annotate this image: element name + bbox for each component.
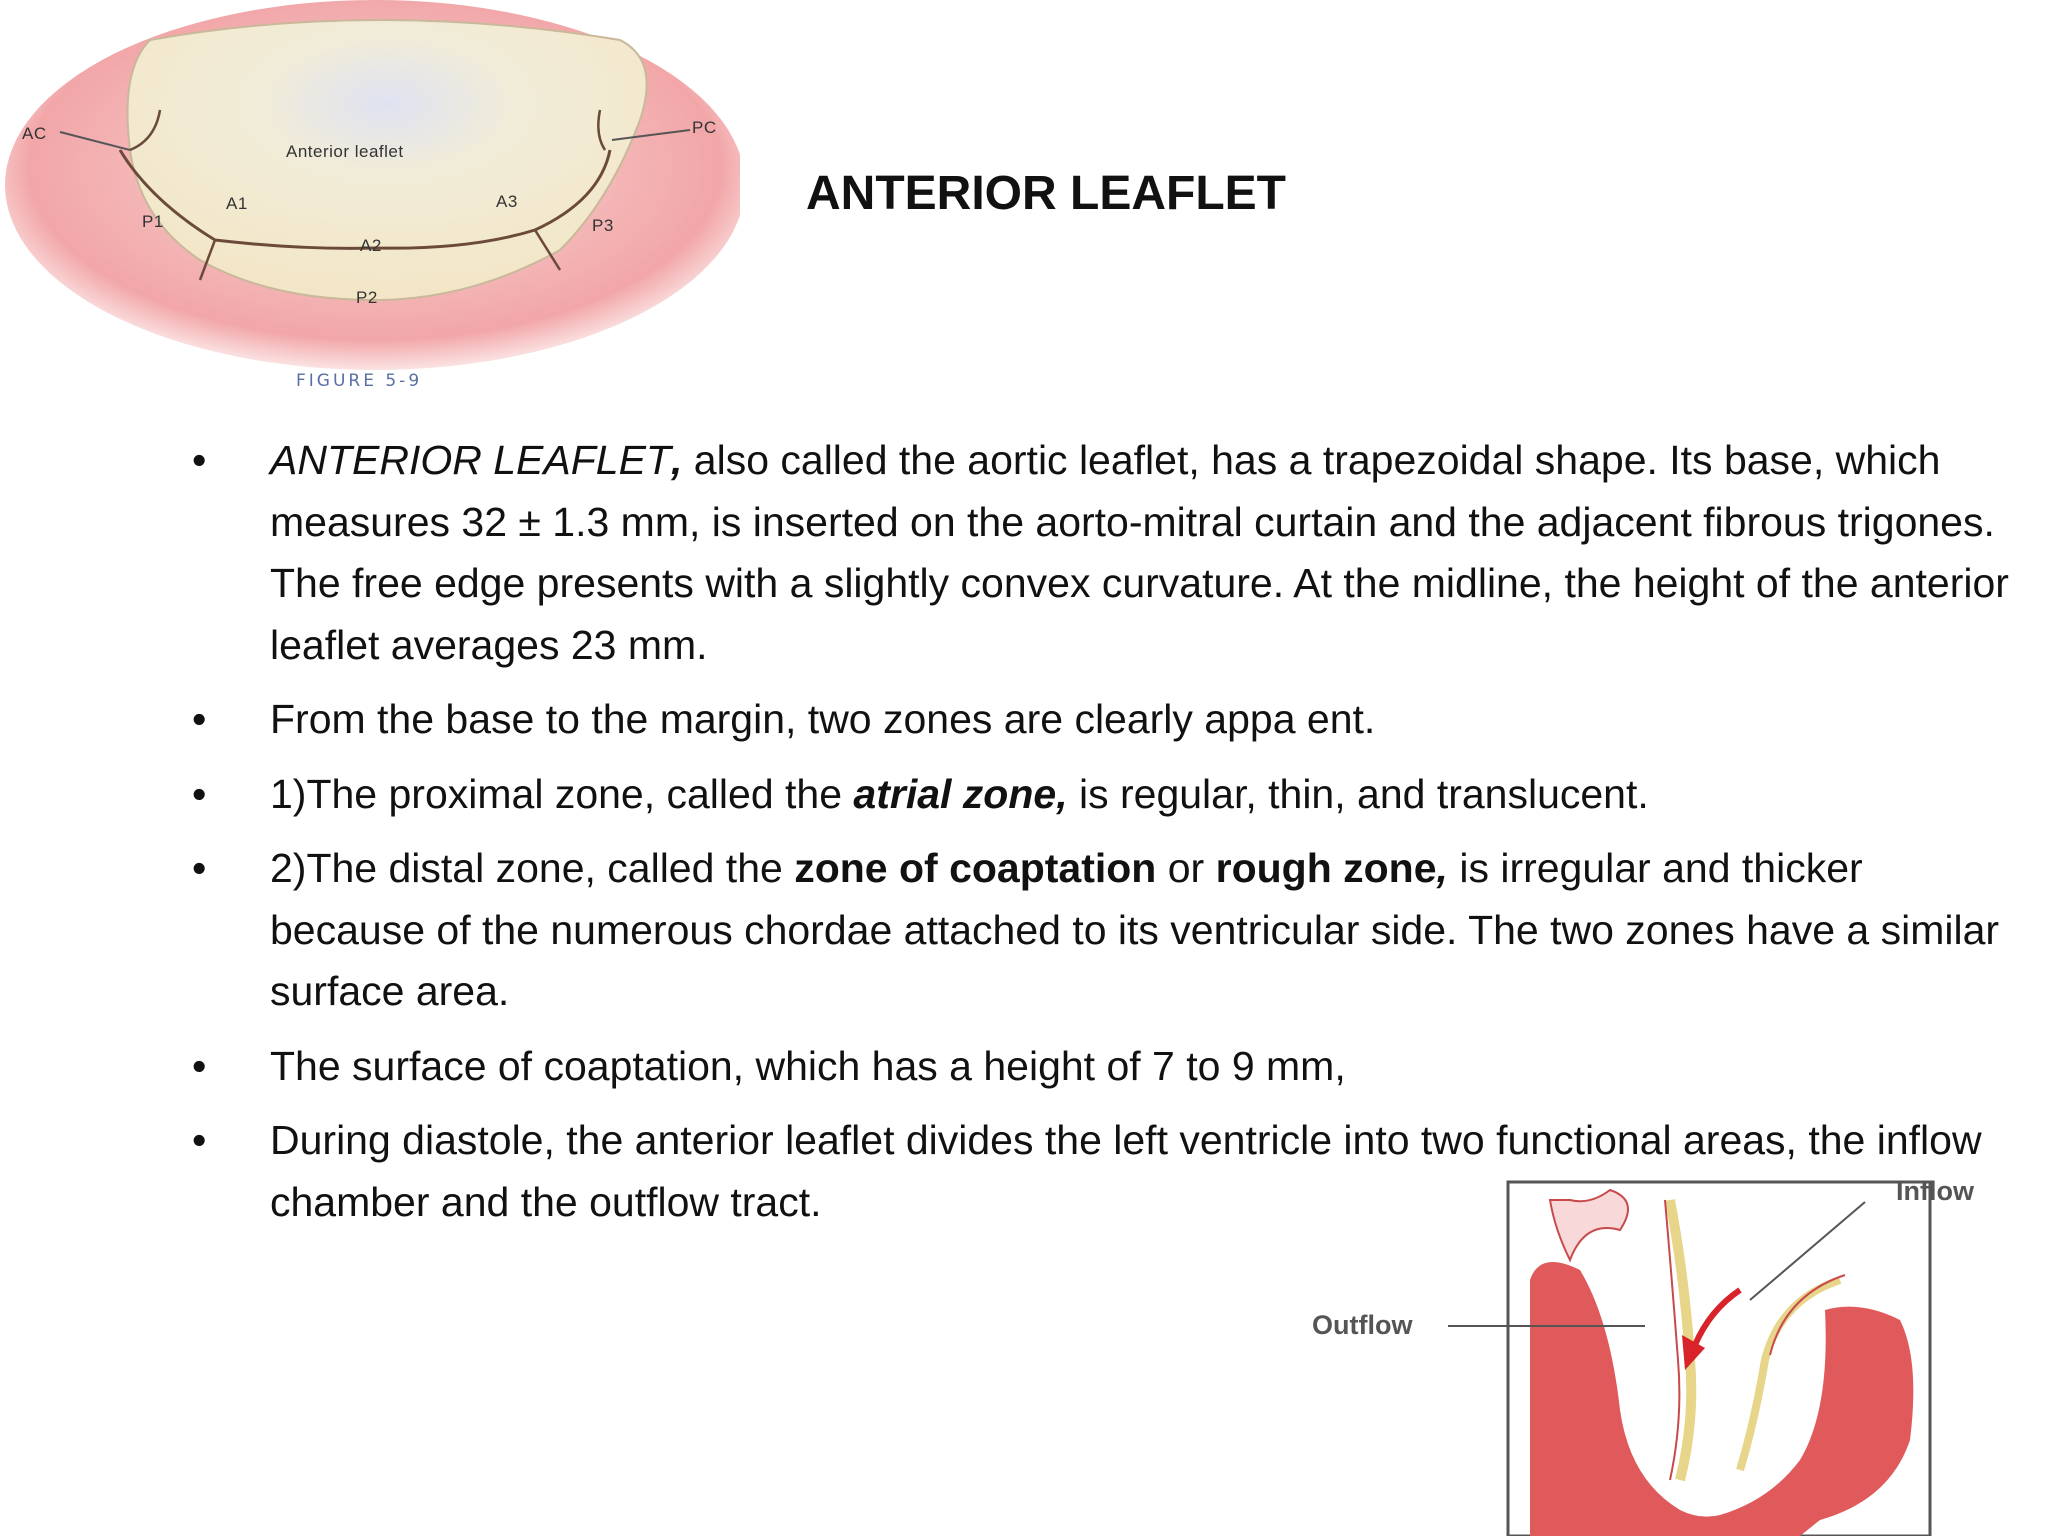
label-p3: P3	[592, 216, 614, 235]
bullet-text-segment: ,	[670, 437, 683, 483]
bullet-text-segment: 2)The distal zone, called the	[270, 845, 795, 891]
bullet-text-segment: is regular, thin, and translucent.	[1067, 770, 1649, 817]
bullet-text-segment: zone of coaptation	[794, 845, 1157, 891]
bullet-marker: •	[192, 696, 207, 742]
label-p2: P2	[356, 288, 378, 307]
label-a2: A2	[360, 236, 382, 255]
bullet-item	[182, 430, 2012, 676]
bullet-marker: •	[192, 1117, 207, 1163]
mitral-valve-figure	[0, 0, 740, 400]
bullet-item	[182, 764, 2012, 826]
bullet-item	[182, 689, 2012, 751]
bullet-text-segment: From the base to the margin, two zones are clearly appa ent.	[270, 696, 1376, 742]
label-inflow: Inflow	[1896, 1176, 1974, 1206]
bullet-text-segment: 1)The proximal zone, called the	[270, 770, 854, 817]
bullet-marker: •	[192, 770, 207, 817]
bullet-marker: •	[192, 437, 207, 483]
mitral-valve-illustration	[0, 0, 740, 400]
bullet-text-segment: ,	[1436, 845, 1448, 891]
bullet-text-segment: or	[1156, 845, 1216, 891]
label-a3: A3	[496, 192, 518, 211]
label-anterior-leaflet: Anterior leaflet	[286, 142, 404, 161]
bullet-list	[182, 430, 2012, 1246]
bullet-text-segment: also called the aortic leaflet, has a trapezoidal shape. Its base, which measures 32 ± 1.3 mm, is inserted on the aorto-mitral curtain and the adjacent fibrous trigones. The free edge presents with a slightly convex curvature. At the midline, the height of the anterior leaflet averages 23 mm.	[270, 437, 2009, 668]
figure-caption: FIGURE 5-9	[296, 371, 423, 391]
left-ventricle-illustration	[1300, 1160, 2020, 1536]
label-ac: AC	[22, 124, 47, 143]
bullet-text-segment: During diastole, the anterior leaflet divides the left ventricle into two functional areas, the inflow chamber and the outflow tract.	[270, 1117, 1982, 1225]
bullet-text-segment: The surface of coaptation, which has a height of 7 to 9 mm,	[270, 1042, 1346, 1089]
label-pc: PC	[692, 118, 717, 137]
bullet-marker: •	[192, 845, 207, 891]
bullet-text-segment: atrial zone,	[853, 770, 1068, 817]
left-ventricle-figure	[1300, 1160, 2020, 1536]
bullet-text-segment: rough zone	[1215, 845, 1437, 891]
slide-title: ANTERIOR LEAFLET	[806, 167, 1286, 220]
bullet-text-segment: is irregular and thicker because of the numerous chordae attached to its ventricular side. The two zones have a similar surface area.	[270, 845, 2000, 1014]
label-a1: A1	[226, 194, 248, 213]
bullet-text-segment: ANTERIOR LEAFLET	[270, 437, 671, 483]
bullet-item	[182, 838, 2012, 1023]
label-outflow: Outflow	[1312, 1310, 1413, 1340]
label-p1: P1	[142, 212, 164, 231]
bullet-item	[182, 1036, 2012, 1098]
bullet-marker: •	[192, 1042, 207, 1089]
